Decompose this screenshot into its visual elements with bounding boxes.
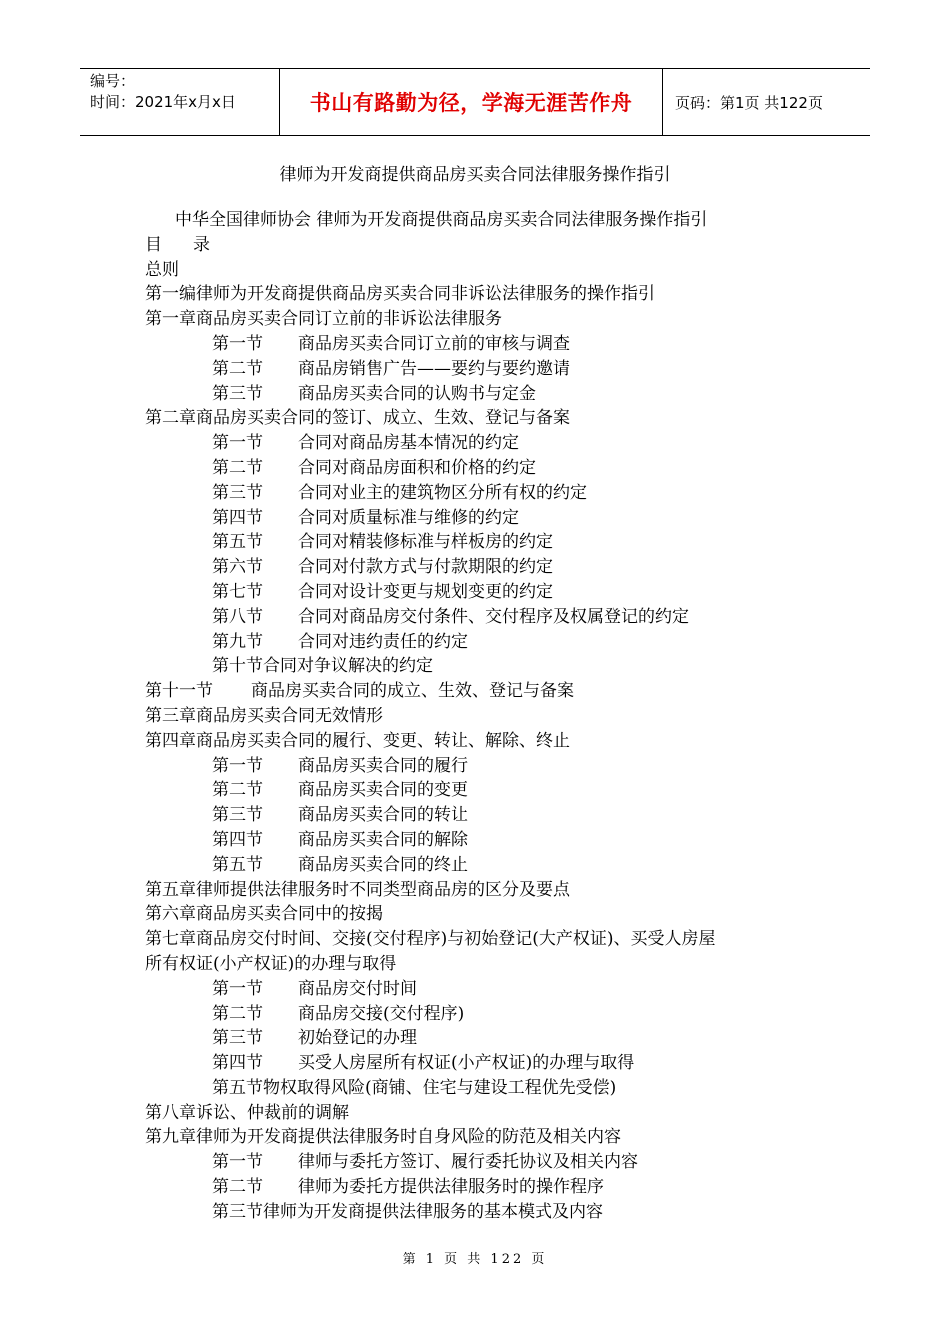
section-number: 第八节: [212, 606, 263, 627]
toc-section: 第三节律师为开发商提供法律服务的基本模式及内容: [212, 1201, 603, 1222]
section-title: 商品房买卖合同的终止: [298, 854, 468, 875]
section-title: 商品房交付时间: [298, 978, 417, 999]
section-title: 合同对精装修标准与样板房的约定: [298, 532, 553, 553]
section-title: 律师为委托方提供法律服务时的操作程序: [298, 1177, 604, 1198]
page-footer: 第 1 页 共 122 页: [402, 1252, 548, 1267]
section-title: 合同对设计变更与规划变更的约定: [298, 581, 553, 602]
toc-entry: 第一编律师为开发商提供商品房买卖合同非诉讼法律服务的操作指引: [145, 284, 655, 305]
section-number: 第四节: [212, 507, 263, 528]
section-title: 商品房交接(交付程序): [298, 1003, 465, 1024]
section-number: 第四节: [212, 829, 263, 850]
toc-section: [145, 853, 825, 878]
section-title: 商品房买卖合同的变更: [298, 780, 468, 801]
toc-section: [145, 506, 825, 531]
toc-section: [145, 580, 825, 605]
toc-entry: 第三章商品房买卖合同无效情形: [145, 705, 383, 726]
section-title: 商品房买卖合同的履行: [298, 755, 468, 776]
section-title: 合同对违约责任的约定: [298, 631, 468, 652]
section-number: 第一节: [212, 433, 263, 454]
section-title: 商品房买卖合同的成立、生效、登记与备案: [251, 681, 574, 702]
section-title: 合同对质量标准与维修的约定: [298, 507, 519, 528]
section-title: 合同对付款方式与付款期限的约定: [298, 557, 553, 578]
section-title: 律师与委托方签订、履行委托协议及相关内容: [298, 1152, 638, 1173]
section-title: 合同对业主的建筑物区分所有权的约定: [298, 482, 587, 503]
toc-section: [145, 555, 825, 580]
section-number: 第三节: [212, 482, 263, 503]
subtitle: 中华全国律师协会 律师为开发商提供商品房买卖合同法律服务操作指引: [175, 210, 708, 230]
toc-section: [145, 679, 825, 704]
toc-entry-continued: 所有权证(小产权证)的办理与取得: [145, 953, 397, 974]
section-number: 第一节: [212, 755, 263, 776]
toc-section: [145, 630, 825, 655]
toc-section: [145, 1026, 825, 1051]
toc-heading: [145, 233, 825, 258]
toc-entry: 第八章诉讼、仲裁前的调解: [145, 1102, 349, 1123]
toc-section: [145, 605, 825, 630]
section-title: 买受人房屋所有权证(小产权证)的办理与取得: [298, 1053, 635, 1074]
toc-section: [145, 357, 825, 382]
toc-section: 第十节合同对争议解决的约定: [212, 656, 433, 677]
section-number: 第七节: [212, 581, 263, 602]
section-number: 第三节: [212, 1028, 263, 1049]
toc-section: [145, 332, 825, 357]
toc-entry: 第五章律师提供法律服务时不同类型商品房的区分及要点: [145, 879, 570, 900]
section-number: 第六节: [212, 557, 263, 578]
section-title: 合同对商品房基本情况的约定: [298, 433, 519, 454]
table-of-contents: [145, 208, 825, 1225]
section-title: 初始登记的办理: [298, 1028, 417, 1049]
document-title: 律师为开发商提供商品房买卖合同法律服务操作指引: [279, 165, 671, 185]
section-title: 商品房买卖合同的解除: [298, 829, 468, 850]
toc-section: [145, 456, 825, 481]
toc-section: [145, 754, 825, 779]
section-number: 第九节: [212, 631, 263, 652]
section-title: 商品房买卖合同的转让: [298, 805, 468, 826]
toc-section: [145, 803, 825, 828]
section-title: 商品房买卖合同的认购书与定金: [298, 383, 536, 404]
toc-entry: 总则: [145, 259, 179, 280]
section-title: 商品房买卖合同订立前的审核与调查: [298, 333, 570, 354]
toc-section: [145, 1002, 825, 1027]
section-number: 第三节: [212, 383, 263, 404]
toc-section: [145, 828, 825, 853]
toc-entry: 第七章商品房交付时间、交接(交付程序)与初始登记(大产权证)、买受人房屋: [145, 929, 716, 950]
section-number: 第一节: [212, 333, 263, 354]
section-title: 商品房销售广告——要约与要约邀请: [298, 358, 570, 379]
toc-entry: 第四章商品房买卖合同的履行、变更、转让、解除、终止: [145, 730, 570, 751]
header-meta: [80, 69, 280, 135]
section-number: 第二节: [212, 780, 263, 801]
section-title: 合同对商品房交付条件、交付程序及权属登记的约定: [298, 606, 689, 627]
section-title: 合同对商品房面积和价格的约定: [298, 457, 536, 478]
section-number: 第二节: [212, 457, 263, 478]
toc-section: [145, 1150, 825, 1175]
toc-entry: 第九章律师为开发商提供法律服务时自身风险的防范及相关内容: [145, 1127, 621, 1148]
time-label: 时间：2021年x月x日: [90, 93, 236, 111]
section-number: 第一节: [212, 978, 263, 999]
toc-entry: 第六章商品房买卖合同中的按揭: [145, 904, 383, 925]
toc-entry: 第二章商品房买卖合同的签订、成立、生效、登记与备案: [145, 408, 570, 429]
header-motto: 书山有路勤为径，学海无涯苦作舟: [280, 69, 663, 135]
toc-section: [145, 530, 825, 555]
toc-section: 第五节物权取得风险(商铺、住宅与建设工程优先受偿): [212, 1077, 617, 1098]
number-label: 编号：: [90, 72, 136, 90]
toc-entry: 第一章商品房买卖合同订立前的非诉讼法律服务: [145, 309, 502, 330]
toc-section: [145, 977, 825, 1002]
toc-section: [145, 481, 825, 506]
section-number: 第十一节: [145, 681, 213, 702]
section-number: 第三节: [212, 805, 263, 826]
toc-heading-char: 录: [193, 234, 210, 255]
section-number: 第四节: [212, 1053, 263, 1074]
section-number: 第二节: [212, 1003, 263, 1024]
header-page-info: 页码：第1页 共122页: [675, 93, 823, 112]
toc-section: [145, 382, 825, 407]
section-number: 第二节: [212, 358, 263, 379]
section-number: 第五节: [212, 532, 263, 553]
page-header: [80, 68, 870, 136]
section-number: 第一节: [212, 1152, 263, 1173]
toc-section: [145, 1051, 825, 1076]
section-number: 第二节: [212, 1177, 263, 1198]
section-number: 第五节: [212, 854, 263, 875]
toc-heading-char: 目: [145, 234, 162, 255]
toc-section: [145, 1175, 825, 1200]
toc-section: [145, 431, 825, 456]
toc-section: [145, 778, 825, 803]
